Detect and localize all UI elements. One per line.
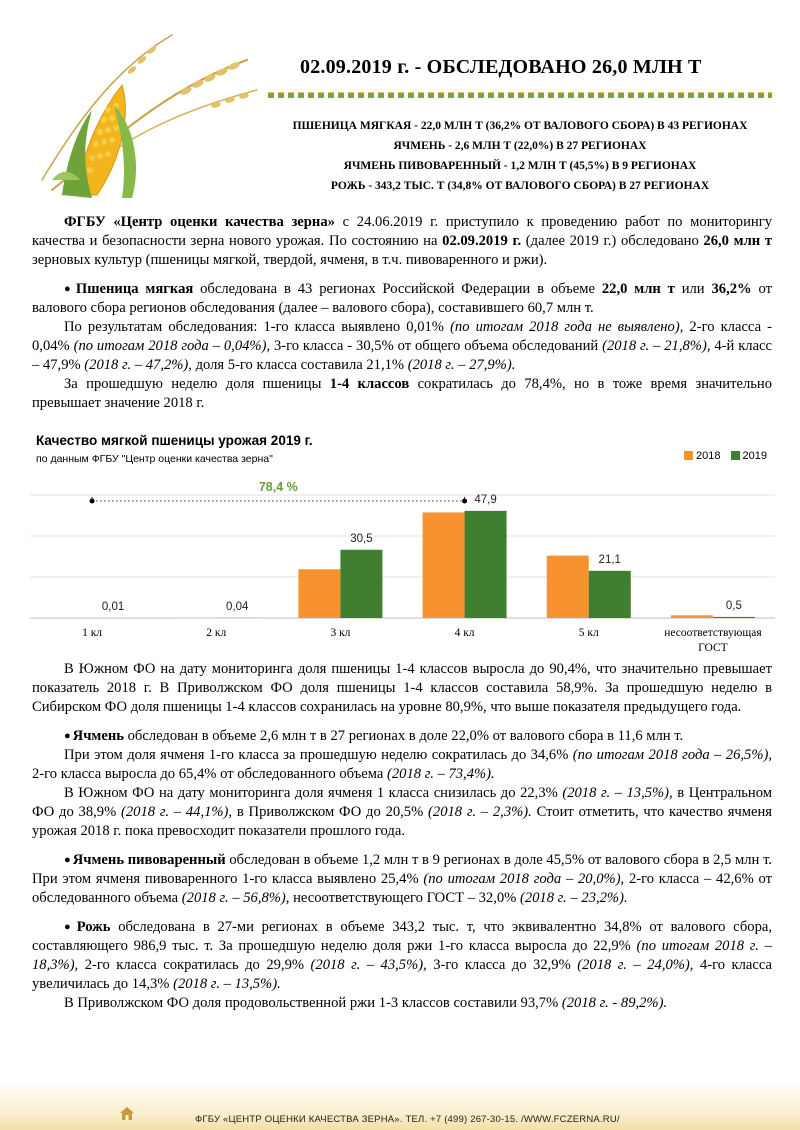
data-label: 0,04 (226, 600, 249, 613)
barley-paragraph: ● Ячмень обследован в объеме 2,6 млн т в 27 регионах в доле 22,0% от валового сбора в 11,6 млн т. (64, 728, 684, 744)
corn-wheat-icon (22, 30, 262, 200)
bar-2019 (589, 571, 631, 618)
chart-title: Качество мягкой пшеницы урожая 2019 г. (36, 433, 313, 448)
category-label: 5 кл (578, 627, 599, 639)
wheat-regions-paragraph: В Южном ФО на дату мониторинга доля пшеницы 1-4 классов выросла до 90,4%, что значительно превышает показатель 2018 г. В Приволжском ФО доля пшеницы 1-4 классов составила 58,9%. За прошедшую неделю в Сибирском ФО доля пшеницы 1-4 классов сохранилась на уровне 80,9%, что выше показателя предыдущего года. (32, 661, 772, 715)
bullet-icon: ● (64, 921, 75, 933)
data-label: 30,5 (350, 532, 373, 545)
summary-line: ПШЕНИЦА МЯГКАЯ - 22,0 МЛН Т (36,2% ОТ ВАЛОВОГО СБОРА) В 43 РЕГИОНАХ (292, 120, 748, 132)
bar-2018 (423, 512, 465, 618)
chart-plot (30, 425, 775, 660)
summary-line: РОЖЬ - 343,2 ТЫС. Т (34,8% ОТ ВАЛОВОГО СБОРА) В 27 РЕГИОНАХ (330, 180, 710, 192)
category-label: 2 кл (206, 627, 227, 639)
footer-text: ФГБУ «ЦЕНТР ОЦЕНКИ КАЧЕСТВА ЗЕРНА». ТЕЛ. +7 (499) 267-30-15. /WWW.FCZERNA.RU/ (195, 1114, 620, 1125)
wheat-paragraph: ● Пшеница мягкая обследована в 43 регионах Российской Федерации в объеме 22,0 млн т или 36,2% от валового сбора регионов обследования (далее – валового сбора), составившего 60,7 млн т. (32, 281, 772, 316)
rye-paragraph: ● Рожь обследована в 27-ми регионах в объеме 343,2 тыс. т, что эквивалентно 34,8% от валового сбора, составляющего 986,9 тыс. т. За прошедшую неделю доля ржи 1-го класса выросла до 22,9% (по итогам 2018 г. – 18,3%), 2-го класса сократилась до 29,9% (2018 г. – 43,5%), 3-го класса до 32,9% (2018 г. – 24,0%), 4-го класса увеличилась до 14,3% (2018 г. – 13,5%). (32, 919, 772, 992)
malt-barley-paragraph: ● Ячмень пивоваренный обследован в объеме 1,2 млн т в 9 регионах в доле 45,5% от валового сбора в 2,5 млн т. При этом ячменя пивоваренного 1-го класса выявлено 25,4% (по итогам 2018 года – 20,0%), 2-го класса – 42,6% от обследованного объема (2018 г. – 56,8%), несоответствующего ГОСТ – 32,0% (2018 г. – 23,2%). (32, 852, 773, 906)
intro-paragraph: ФГБУ «Центр оценки качества зерна» с 24.06.2019 г. приступило к проведению работ по мониторингу качества и безопасности зерна нового урожая. По состоянию на 02.09.2019 г. (далее 2019 г.) обследовано 26,0 млн т зерновых культур (пшеницы мягкой, твердой, ячменя, в т.ч. пивоваренного и ржи). (32, 214, 773, 268)
bar-2019 (713, 617, 755, 618)
body-section (32, 660, 772, 1013)
barley-regions-paragraph: В Южном ФО на дату мониторинга доля ячменя 1 класса снизилась до 22,3% (2018 г. – 13,5%), в Центральном ФО до 38,9% (2018 г. – 44,1%), в Приволжском ФО до 20,5% (2018 г. – 2,3%). Стоит отметить, что качество ячменя урожая 2018 г. пока превосходит показатели прошлого года. (32, 785, 772, 839)
summary-block (270, 116, 770, 196)
data-label: 47,9 (474, 493, 497, 506)
barley-classes-paragraph: При этом доля ячменя 1-го класса за прошедшую неделю сократилась до 34,6% (по итогам 2018 года – 26,5%), 2-го класса выросла до 65,4% от обследованного объема (2018 г. – 73,4%). (32, 747, 772, 782)
summary-line: ЯЧМЕНЬ - 2,6 МЛН Т (22,0%) В 27 РЕГИОНАХ (393, 140, 647, 152)
bar-2018 (547, 556, 589, 618)
category-label: 3 кл (330, 627, 351, 639)
wheat-quality-chart (30, 425, 775, 660)
data-label: 0,01 (101, 600, 125, 613)
category-label: ГОСТ (698, 642, 728, 654)
chart-subtitle: по данным ФГБУ "Центр оценки качества зерна" (36, 453, 273, 465)
rye-regions-paragraph: В Приволжском ФО доля продовольственной ржи 1-3 классов составили 93,7% (2018 г. - 89,2%). (64, 995, 668, 1011)
bullet-icon: ● (64, 283, 74, 295)
bar-2018 (671, 615, 713, 618)
data-label: 21,1 (598, 553, 621, 566)
bar-2018 (298, 569, 340, 618)
header-divider (268, 93, 772, 98)
data-label: 0,5 (725, 599, 742, 612)
home-icon (118, 1104, 136, 1122)
annotation-label: 78,4 % (258, 480, 298, 494)
summary-line: ЯЧМЕНЬ ПИВОВАРЕННЫЙ - 1,2 МЛН Т (45,5%) В 9 РЕГИОНАХ (343, 160, 697, 172)
bar-2019 (340, 550, 382, 618)
bullet-icon: ● (64, 854, 71, 866)
page-title: 02.09.2019 г. - ОБСЛЕДОВАНО 26,0 МЛН Т (300, 56, 702, 78)
legend-item-2018: 2018 (684, 450, 720, 462)
intro-section (32, 213, 772, 413)
category-label: 4 кл (454, 627, 475, 639)
wheat-weekly-paragraph: За прошедшую неделю доля пшеницы 1-4 классов сократилась до 78,4%, но в тоже время значительно превышает значение 2018 г. (32, 376, 772, 411)
annotation-dot (462, 499, 467, 504)
wheat-classes-paragraph: По результатам обследования: 1-го класса выявлено 0,01% (по итогам 2018 года не выявлено), 2-го класса - 0,04% (по итогам 2018 года – 0,04%), 3-го класса - 30,5% от общего объема обследований (2018 г. – 21,8%), 4-й класс – 47,9% (2018 г. – 47,2%), доля 5-го класса составила 21,1% (2018 г. – 27,9%). (32, 319, 773, 373)
legend-item-2019: 2019 (731, 450, 767, 462)
bullet-icon: ● (64, 730, 71, 742)
category-label: 1 кл (82, 627, 103, 639)
category-label: несоответствующая (664, 627, 762, 639)
bar-2019 (465, 511, 507, 618)
annotation-dot (90, 499, 95, 504)
